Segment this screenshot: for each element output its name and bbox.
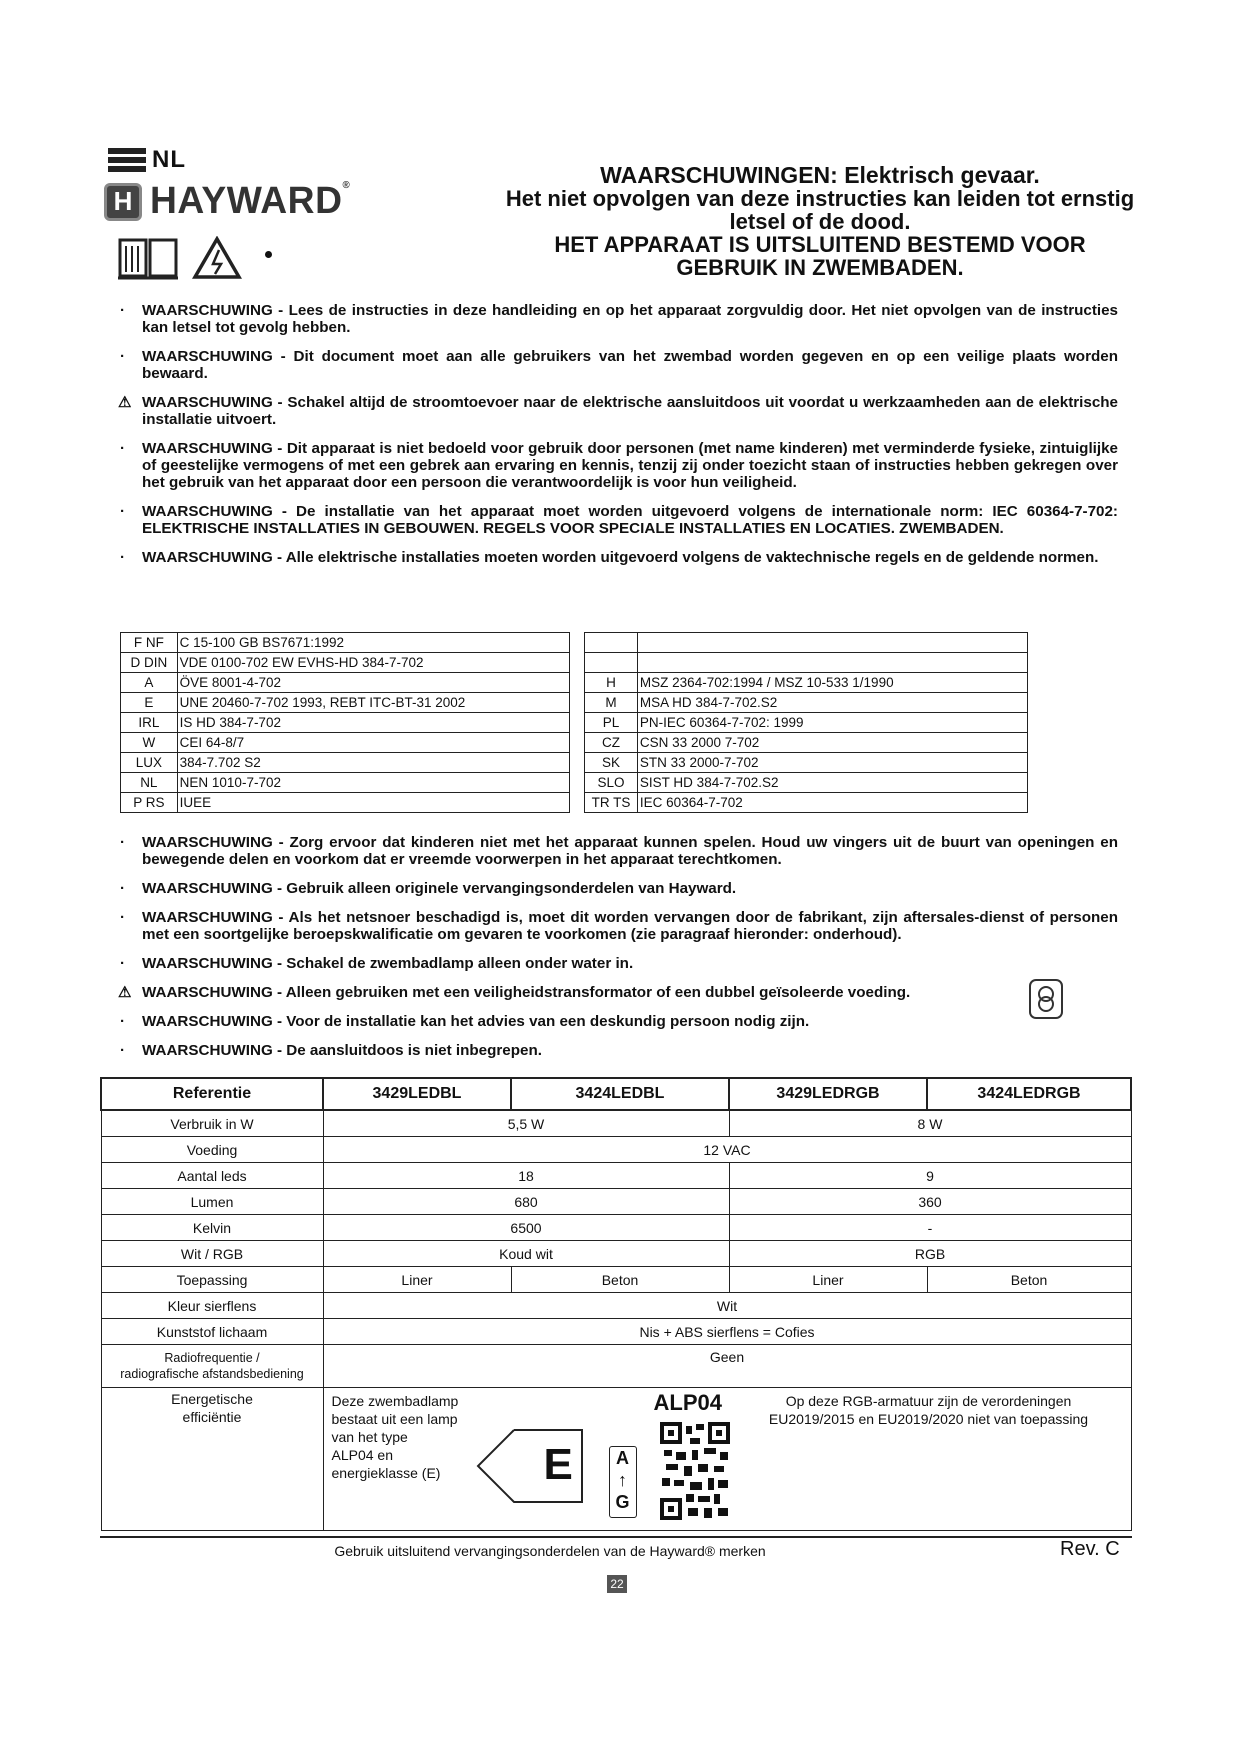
norm-cell: LUX bbox=[121, 753, 178, 773]
norm-cell: W bbox=[121, 733, 178, 753]
norm-gap bbox=[570, 673, 585, 693]
cell: 680 bbox=[323, 1189, 729, 1215]
header-cell: 3429LEDRGB bbox=[729, 1078, 927, 1110]
warning-item: · WAARSCHUWING - Voor de installatie kan het advies van een deskundig persoon nodig zijn. bbox=[120, 1013, 810, 1030]
energy-cell bbox=[323, 1388, 1131, 1531]
norm-row bbox=[121, 713, 1028, 733]
manual-book-icon bbox=[118, 236, 178, 280]
table-row bbox=[101, 1345, 1131, 1388]
bullet-dot bbox=[265, 251, 272, 258]
title-line: Het niet opvolgen van deze instructies kan leiden tot ernstig bbox=[505, 186, 1135, 211]
cell: - bbox=[729, 1215, 1131, 1241]
norm-cell: TR TS bbox=[585, 793, 638, 813]
hayward-logo bbox=[104, 180, 352, 223]
norm-cell: CSN 33 2000 7-702 bbox=[637, 733, 1027, 753]
norm-cell: MSA HD 384-7-702.S2 bbox=[637, 693, 1027, 713]
cell: Liner bbox=[729, 1267, 927, 1293]
table-row bbox=[101, 1319, 1131, 1345]
row-label: Voeding bbox=[101, 1137, 323, 1163]
norm-row bbox=[121, 633, 1028, 653]
norm-cell: MSZ 2364-702:1994 / MSZ 10-533 1/1990 bbox=[637, 673, 1027, 693]
norm-cell: F NF bbox=[121, 633, 178, 653]
cell: 5,5 W bbox=[323, 1110, 729, 1137]
warning-triangle-icon: ⚠ bbox=[118, 984, 132, 1001]
norm-cell bbox=[585, 633, 638, 653]
norm-row bbox=[121, 673, 1028, 693]
row-label: Lumen bbox=[101, 1189, 323, 1215]
norm-cell: SLO bbox=[585, 773, 638, 793]
page-title bbox=[480, 164, 1160, 279]
norm-cell: IS HD 384-7-702 bbox=[177, 713, 570, 733]
norm-row bbox=[121, 793, 1028, 813]
norm-cell bbox=[585, 653, 638, 673]
language-flag-icon bbox=[108, 148, 146, 175]
energy-scale: A ↑ G bbox=[609, 1446, 637, 1518]
norm-cell: IUEE bbox=[177, 793, 570, 813]
energy-note: Op deze RGB-armatuur zijn de verordeningen EU2019/2015 en EU2019/2020 niet van toepassing bbox=[768, 1393, 1089, 1427]
cell: Beton bbox=[511, 1267, 729, 1293]
norm-row bbox=[121, 753, 1028, 773]
energy-description: Deze zwembadlamp bestaat uit een lamp van het type ALP04 en energieklasse (E) bbox=[331, 1393, 459, 1481]
norm-cell: D DIN bbox=[121, 653, 178, 673]
warning-icons bbox=[118, 236, 242, 280]
warning-item: ⚠ WAARSCHUWING - Alleen gebruiken met een veiligheidstransformator of een dubbel geïsoleerde voeding. bbox=[118, 984, 911, 1001]
norm-cell: A bbox=[121, 673, 178, 693]
warning-item: ⚠ WAARSCHUWING - Schakel altijd de stroomtoevoer naar de elektrische aansluitdoos uit voordat u werkzaamheden aan de elektrische installatie uitvoert. bbox=[118, 394, 1118, 428]
norm-gap bbox=[570, 793, 585, 813]
spec-table bbox=[100, 1077, 1132, 1531]
norm-cell: UNE 20460-7-702 1993, REBT ITC-BT-31 2002 bbox=[177, 693, 570, 713]
table-row bbox=[101, 1110, 1131, 1137]
cell: 360 bbox=[729, 1189, 1131, 1215]
row-label: Energetische efficiëntie bbox=[101, 1388, 323, 1531]
revision-label: Rev. C bbox=[1060, 1538, 1120, 1560]
table-row bbox=[101, 1215, 1131, 1241]
warning-item: · WAARSCHUWING - Dit apparaat is niet bedoeld voor gebruik door personen (met name kinderen) met verminderde fysieke, zintuiglijke of geestelijke vermogens of met een gebrek aan ervaring en kennis, tenzij zij onder toezicht staan of instructies hebben gekregen over het gebruik van het apparaat door een persoon die verantwoordelijk is voor hun veiligheid. bbox=[120, 440, 1118, 491]
norm-cell: STN 33 2000-7-702 bbox=[637, 753, 1027, 773]
table-row bbox=[101, 1388, 1131, 1531]
warning-item: · WAARSCHUWING - Gebruik alleen originele vervangingsonderdelen van Hayward. bbox=[120, 880, 737, 897]
norm-gap bbox=[570, 753, 585, 773]
norm-cell: NL bbox=[121, 773, 178, 793]
warnings-list-2 bbox=[118, 834, 1118, 1071]
header-cell: 3424LEDBL bbox=[511, 1078, 729, 1110]
model-code: ALP04 bbox=[653, 1390, 722, 1415]
norm-cell: ÖVE 8001-4-702 bbox=[177, 673, 570, 693]
row-label: Aantal leds bbox=[101, 1163, 323, 1189]
electric-hazard-icon bbox=[192, 236, 242, 280]
norms-table bbox=[120, 632, 1028, 813]
norm-cell: M bbox=[585, 693, 638, 713]
row-label: Verbruik in W bbox=[101, 1110, 323, 1137]
norm-cell: PN-IEC 60364-7-702: 1999 bbox=[637, 713, 1027, 733]
page-number: 22 bbox=[607, 1575, 627, 1593]
cell: Nis + ABS sierflens = Cofies bbox=[323, 1319, 1131, 1345]
norm-cell: VDE 0100-702 EW EVHS-HD 384-7-702 bbox=[177, 653, 570, 673]
cell: Liner bbox=[323, 1267, 511, 1293]
header-cell: 3429LEDBL bbox=[323, 1078, 511, 1110]
cell: RGB bbox=[729, 1241, 1131, 1267]
warning-item: · WAARSCHUWING - Zorg ervoor dat kinderen niet met het apparaat kunnen spelen. Houd uw vingers uit de buurt van openingen en bewegende delen en voorkom dat er vreemde voorwerpen in het apparaat terechtkomen. bbox=[120, 834, 1118, 868]
cell: Geen bbox=[323, 1345, 1131, 1388]
norm-gap bbox=[570, 653, 585, 673]
qr-code-icon bbox=[660, 1422, 730, 1520]
hayward-logo-text: HAYWARD® bbox=[150, 180, 351, 222]
norm-cell: P RS bbox=[121, 793, 178, 813]
header-cell: Referentie bbox=[101, 1078, 323, 1110]
title-line: WAARSCHUWINGEN: Elektrisch gevaar. bbox=[600, 162, 1040, 188]
cell: 9 bbox=[729, 1163, 1131, 1189]
footer-text: Gebruik uitsluitend vervangingsonderdelen van de Hayward® merken bbox=[334, 1543, 766, 1559]
warning-item: · WAARSCHUWING - Dit document moet aan alle gebruikers van het zwembad worden gegeven en op een veilige plaats worden bewaard. bbox=[120, 348, 1118, 382]
cell: 12 VAC bbox=[323, 1137, 1131, 1163]
table-row bbox=[101, 1189, 1131, 1215]
spec-header-row bbox=[101, 1078, 1131, 1110]
norm-gap bbox=[570, 693, 585, 713]
norm-cell bbox=[637, 633, 1027, 653]
cell: 8 W bbox=[729, 1110, 1131, 1137]
safety-transformer-icon bbox=[1028, 978, 1064, 1020]
norm-row bbox=[121, 693, 1028, 713]
warning-item: · WAARSCHUWING - De aansluitdoos is niet inbegrepen. bbox=[120, 1042, 542, 1059]
warning-triangle-icon: ⚠ bbox=[118, 394, 132, 411]
norm-gap bbox=[570, 633, 585, 653]
cell: Koud wit bbox=[323, 1241, 729, 1267]
norm-cell: E bbox=[121, 693, 178, 713]
footer-rule bbox=[100, 1536, 1132, 1538]
header-cell: 3424LEDRGB bbox=[927, 1078, 1131, 1110]
table-row bbox=[101, 1137, 1131, 1163]
norm-row bbox=[121, 733, 1028, 753]
energy-class-letter: E bbox=[543, 1440, 573, 1489]
norm-row bbox=[121, 653, 1028, 673]
norm-cell: CZ bbox=[585, 733, 638, 753]
row-label: Kunststof lichaam bbox=[101, 1319, 323, 1345]
norm-gap bbox=[570, 733, 585, 753]
norm-cell: CEI 64-8/7 bbox=[177, 733, 570, 753]
warning-item: · WAARSCHUWING - Schakel de zwembadlamp alleen onder water in. bbox=[120, 955, 634, 972]
row-label: Wit / RGB bbox=[101, 1241, 323, 1267]
norm-cell: SK bbox=[585, 753, 638, 773]
cell: Wit bbox=[323, 1293, 1131, 1319]
norm-cell: PL bbox=[585, 713, 638, 733]
row-label: Kelvin bbox=[101, 1215, 323, 1241]
table-row bbox=[101, 1241, 1131, 1267]
norm-row bbox=[121, 773, 1028, 793]
title-line: letsel of de dood. bbox=[729, 209, 911, 234]
cell: 18 bbox=[323, 1163, 729, 1189]
table-row bbox=[101, 1293, 1131, 1319]
title-line: HET APPARAAT IS UITSLUITEND BESTEMD VOOR bbox=[554, 232, 1086, 257]
norm-cell bbox=[637, 653, 1027, 673]
row-label: Radiofrequentie / radiografische afstandsbediening bbox=[101, 1345, 323, 1388]
language-code: NL bbox=[152, 146, 186, 173]
title-line: GEBRUIK IN ZWEMBADEN. bbox=[676, 255, 964, 280]
warning-item: · WAARSCHUWING - Lees de instructies in deze handleiding en op het apparaat zorgvuldig door. Het niet opvolgen van de instructies kan letsel tot gevolg hebben. bbox=[120, 302, 1118, 336]
table-row bbox=[101, 1267, 1131, 1293]
warning-item: · WAARSCHUWING - De installatie van het apparaat moet worden uitgevoerd volgens de internationale norm: IEC 60364-7-702: ELEKTRISCHE INSTALLATIES IN GEBOUWEN. REGELS VOOR SPECIALE INSTALLATIES EN LOCATIES. ZWEMBADEN. bbox=[120, 503, 1118, 537]
norm-cell: IEC 60364-7-702 bbox=[637, 793, 1027, 813]
norm-cell: 384-7.702 S2 bbox=[177, 753, 570, 773]
row-label: Toepassing bbox=[101, 1267, 323, 1293]
norm-cell: SIST HD 384-7-702.S2 bbox=[637, 773, 1027, 793]
norm-gap bbox=[570, 713, 585, 733]
norm-gap bbox=[570, 773, 585, 793]
cell: 6500 bbox=[323, 1215, 729, 1241]
warnings-list bbox=[118, 302, 1118, 578]
norm-cell: IRL bbox=[121, 713, 178, 733]
warning-item: · WAARSCHUWING - Als het netsnoer beschadigd is, moet dit worden vervangen door de fabrikant, zijn aftersales-dienst of personen met een soortgelijke beroepskwalificatie om gevaren te voorkomen (zie paragraaf hieronder: onderhoud). bbox=[120, 909, 1118, 943]
norm-cell: H bbox=[585, 673, 638, 693]
row-label: Kleur sierflens bbox=[101, 1293, 323, 1319]
cell: Beton bbox=[927, 1267, 1131, 1293]
hayward-logo-badge: H bbox=[104, 183, 142, 221]
norm-cell: C 15-100 GB BS7671:1992 bbox=[177, 633, 570, 653]
table-row bbox=[101, 1163, 1131, 1189]
warning-item: · WAARSCHUWING - Alle elektrische installaties moeten worden uitgevoerd volgens de vaktechnische regels en de geldende normen. bbox=[120, 549, 1099, 566]
norm-cell: NEN 1010-7-702 bbox=[177, 773, 570, 793]
